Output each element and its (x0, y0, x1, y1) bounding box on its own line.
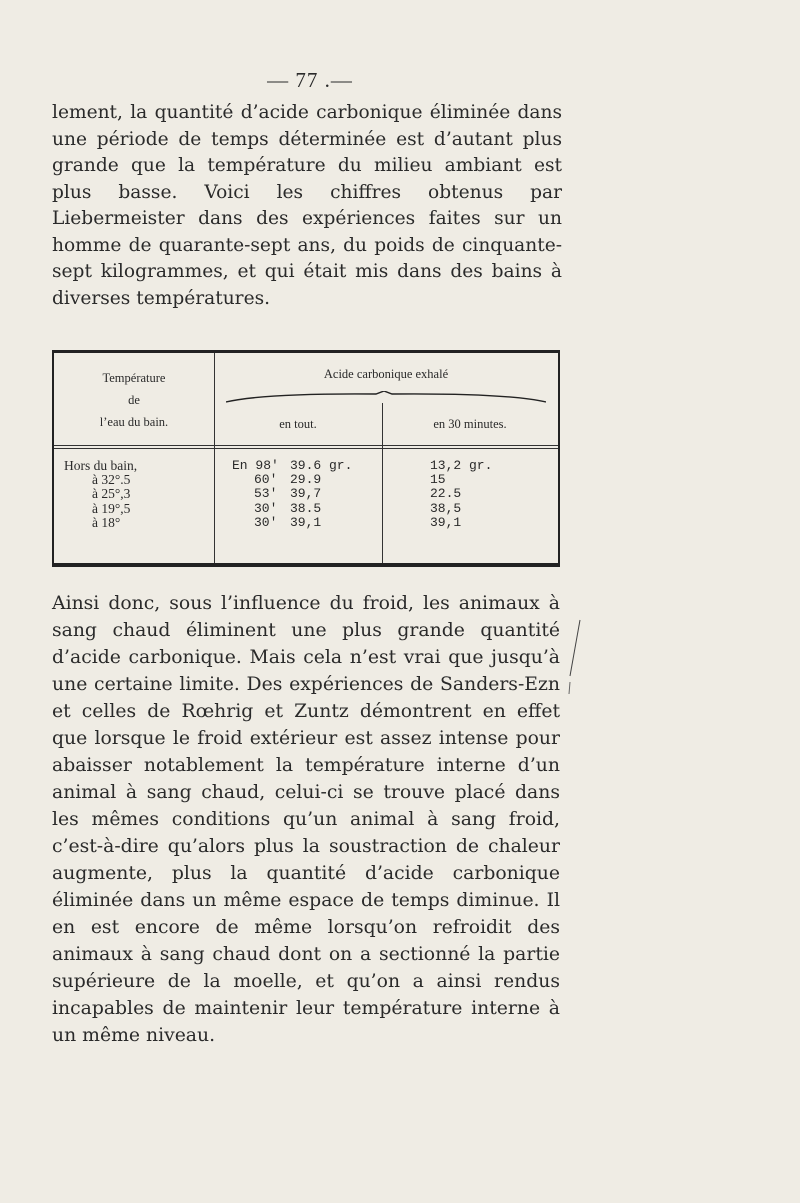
column-temperature (64, 459, 209, 530)
header-rule (54, 448, 558, 449)
margin-pencil-mark (566, 618, 582, 698)
table-cell: à 32°.5 (92, 472, 131, 488)
header-temp-line: Température (102, 371, 166, 385)
header-tout: en tout. (279, 417, 317, 431)
data-table (52, 350, 560, 567)
table-cell: 60′ (254, 472, 278, 488)
table-cell: 39,1 (290, 514, 322, 530)
column-total (290, 459, 370, 530)
table-cell: 13,2 gr. (430, 458, 493, 473)
table-cell: 15 (430, 472, 446, 488)
column-duration (232, 459, 282, 530)
table-cell: 22.5 (430, 486, 462, 502)
table-cell: Hors du bain, (64, 458, 138, 473)
header-rule (54, 445, 558, 446)
table-cell: 30′ (254, 500, 278, 516)
page-number: — 77 .— (267, 68, 353, 92)
column-30-minutes (430, 459, 540, 530)
table-cell: 39,1 (430, 514, 462, 530)
header-30-minutes: en 30 minutes. (433, 417, 507, 431)
table-cell: 38.5 (290, 500, 322, 516)
table-cell: 38,5 (430, 500, 462, 516)
table-cell: à 19°,5 (92, 500, 131, 516)
table-cell: 39,7 (290, 486, 322, 502)
header-temperature (54, 367, 214, 433)
paragraph-intro: lement, la quantité d’acide carbonique éliminée dans une période de temps déterminée est d’autant plus grande que la température du milieu ambiant est plus basse. Voici les chiffres obtenus par Liebermeister dans des expériences faites sur un homme de quarante-sept ans, du poids de cinquante-sept kilogrammes, et qui était mis dans des bains à diverses températures. (52, 102, 562, 309)
table-cell: 39.6 gr. (290, 458, 353, 473)
table-cell: En 98′ (232, 458, 279, 473)
table-cell: 29.9 (290, 472, 322, 488)
header-brace (226, 391, 546, 403)
header-temp-line: de (128, 393, 140, 407)
table-cell: 30′ (254, 514, 278, 530)
paragraph-conclusion: Ainsi donc, sous l’influence du froid, les animaux à sang chaud éliminent une plus grande quantité d’acide carbonique. Mais cela n’est vrai que jusqu’à une certaine limite. Des expériences de Sanders-Ezn et celles de Rœhrig et Zuntz démontrent en effet que lorsque le froid extérieur est assez intense pour abaisser notablement la température interne d’un animal à sang chaud, celui-ci se trouve placé dans les mêmes conditions qu’un animal à sang froid, c’est-à-dire qu’alors plus la soustraction de chaleur augmente, plus la quantité d’acide carbonique éliminée dans un même espace de temps diminue. Il en est encore de même lorsqu’on refroidit des animaux à sang chaud dont on a sectionné la partie supérieure de la moelle, et qu’on a ainsi rendus incapables de maintenir leur température interne à un même niveau. (52, 593, 560, 1046)
table-cell: à 18° (92, 514, 121, 530)
header-acide: Acide carbonique exhalé (323, 367, 449, 381)
header-temp-line: l’eau du bain. (99, 415, 169, 429)
table-cell: à 25°,3 (92, 486, 131, 502)
table-cell: 53′ (254, 486, 278, 502)
